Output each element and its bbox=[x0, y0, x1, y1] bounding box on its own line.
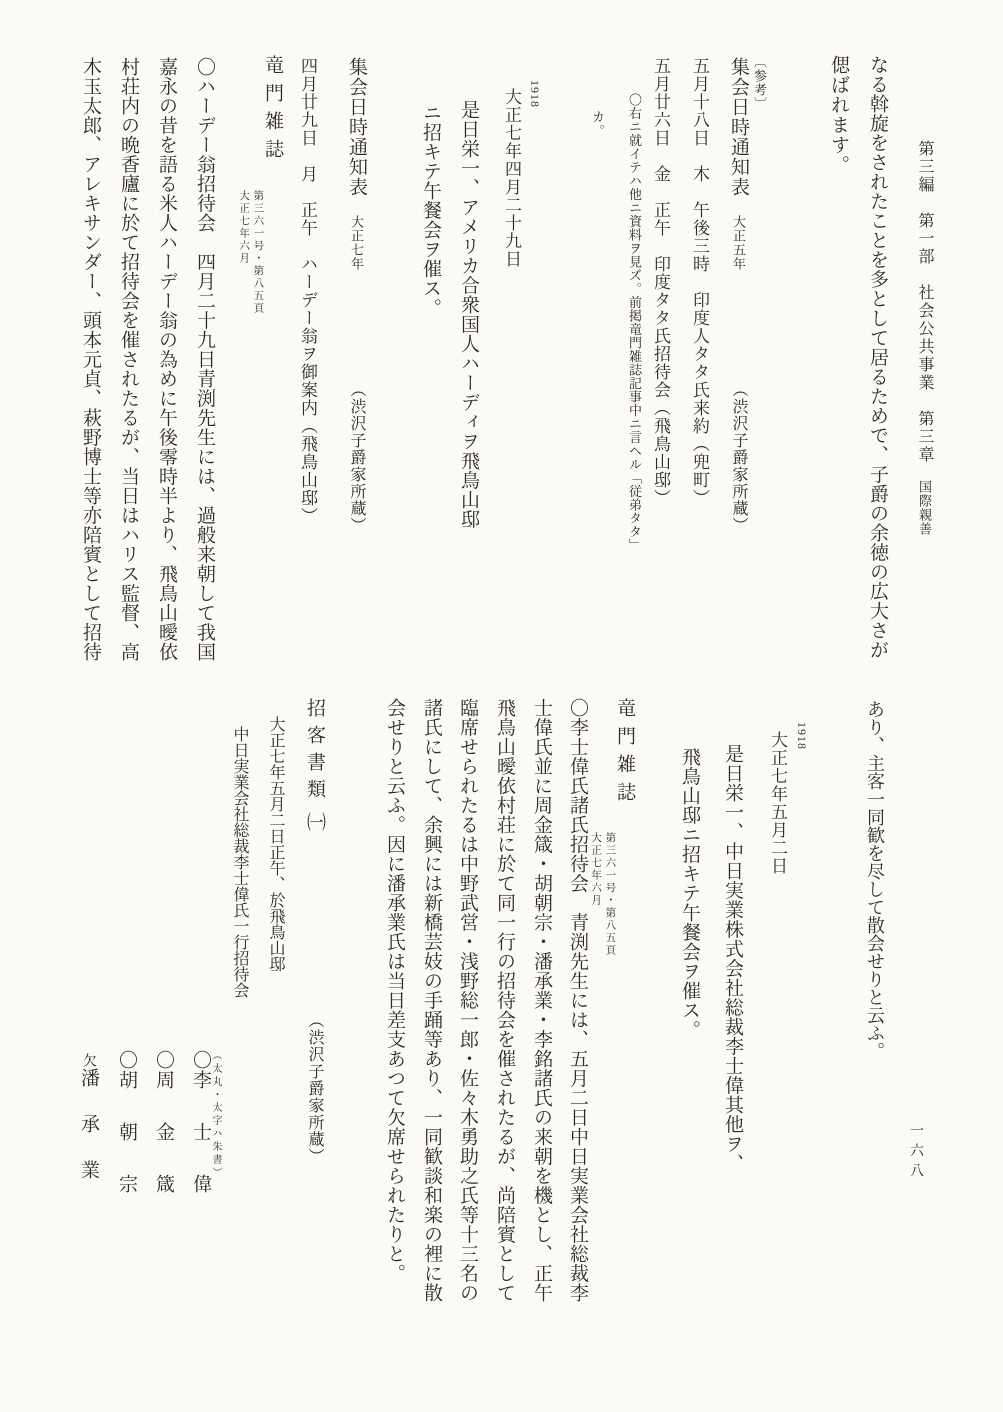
journal2-issue-date: 大正七年六月 bbox=[590, 832, 602, 907]
table1-title-column bbox=[729, 57, 748, 657]
documents-title-column bbox=[305, 698, 324, 1318]
journal2-paragraph-line: 士偉氏並に周金箴・胡朝宗・潘承業・李銘諸氏の来朝を機とし、正午 bbox=[531, 698, 552, 1303]
journal2-title: 竜門雑誌 bbox=[614, 698, 635, 810]
journal2-paragraph-line: 飛鳥山曖依村荘に於て同一行の招待会を催されたるが、尚陪賓として bbox=[494, 698, 515, 1303]
journal1-paragraph-line: 〇ハーデー翁招待会 四月二十九日青渕先生には、過般来朝して我国 bbox=[194, 57, 215, 662]
guest-entry bbox=[79, 1053, 98, 1303]
entry-april-year-western: 1918 bbox=[528, 80, 542, 108]
entry-may-body-2: 飛鳥山邸ニ招キテ午餐会ヲ催ス。 bbox=[679, 747, 700, 1040]
journal1-citation bbox=[236, 190, 264, 320]
journal2-paragraph-line: 諸氏にして、余興には新橋芸妓の手踊等あり、一同歓談和楽の裡に散 bbox=[421, 698, 442, 1303]
documents-title-number: ㈠ bbox=[304, 812, 325, 832]
guest-marker: 〇 bbox=[116, 1050, 137, 1070]
guest-name-char: 宗 bbox=[116, 1174, 137, 1194]
journal2-issue: 第三六一号・第八五頁 bbox=[604, 832, 616, 957]
guest-name-char: 業 bbox=[78, 1160, 99, 1180]
journal2-paragraph-line: 会せりと云ふ。因に潘承業氏は当日差支あつて欠席せられたりと。 bbox=[384, 698, 405, 1283]
guest-name-char: 胡 bbox=[116, 1070, 137, 1090]
entry-april-date-heading: 大正七年四月二十九日 bbox=[502, 88, 521, 268]
running-header-main: 第三編 第一部 社会公共事業 第三章 bbox=[916, 140, 933, 464]
table2-title-column bbox=[347, 57, 366, 657]
table1-row2: 五月廿六日 金 正午 印度タタ氏招待会（飛鳥山邸） bbox=[651, 57, 670, 507]
guest-marker: 欠 bbox=[81, 1053, 96, 1068]
table1-source: （渋沢子爵家所蔵） bbox=[730, 381, 747, 534]
documents-annotation: （太丸・太字ハ朱書） bbox=[210, 1050, 221, 1180]
documents-date-line: 大正七年五月二日正午、於飛鳥山邸 bbox=[267, 716, 284, 972]
table2-year: 大正七年 bbox=[349, 215, 364, 271]
entry-may-date-heading: 大正七年五月二日 bbox=[768, 731, 787, 875]
table1-year: 大正五年 bbox=[731, 215, 746, 271]
guest-marker: 〇 bbox=[190, 1050, 211, 1070]
journal1-paragraph-line: 嘉永の昔を語る米人ハーデー翁の為めに午後零時半より、飛鳥山曖依 bbox=[156, 57, 177, 662]
guest-entry bbox=[117, 1050, 136, 1300]
journal1-paragraph-line: 木玉太郎、アレキサンダー、頭本元貞、萩野博士等亦陪賓として招待 bbox=[80, 57, 101, 662]
carryover-line-2: 偲ばれます。 bbox=[828, 55, 849, 175]
table1-title: 集会日時通知表 bbox=[728, 57, 749, 197]
carryover-line-3: あり、主客一同歓を尽して散会せりと云ふ。 bbox=[865, 700, 885, 1060]
reference-label: 〔参考〕 bbox=[752, 55, 767, 111]
journal2-paragraph-line: 臨席せられたるは中野武営・浅野総一郎・佐々木勇助之氏等十三名の bbox=[457, 698, 478, 1303]
journal1-paragraph-line: 村荘内の晩香廬に於て招待会を催されたるが、当日はハリス監督、高 bbox=[118, 57, 139, 662]
guest-name-char: 箴 bbox=[153, 1174, 174, 1194]
guest-entry bbox=[191, 1050, 210, 1300]
documents-title: 招客書類 bbox=[304, 698, 325, 806]
running-header bbox=[916, 140, 932, 640]
table2-title: 集会日時通知表 bbox=[346, 57, 367, 197]
guest-name-char: 朝 bbox=[116, 1122, 137, 1142]
journal2-paragraph-line: 〇李士偉氏諸氏招待会 青渕先生には、五月二日中日実業会社総裁李 bbox=[567, 698, 588, 1303]
table1-note: 〇右ニ就イテハ他ニ資料ヲ見ズ。前掲竜門雑誌記事中ニ言ヘル「従弟タタ」 bbox=[627, 93, 642, 552]
guest-name-char: 偉 bbox=[190, 1174, 211, 1194]
journal1-title: 竜門雑誌 bbox=[262, 55, 283, 167]
entry-april-body-2: ニ招キテ午餐会ヲ催ス。 bbox=[420, 103, 441, 318]
table2-source: （渋沢子爵家所蔵） bbox=[348, 381, 365, 534]
carryover-line-1: なる斡旋をされたことを多として居るためで、子爵の余徳の広大さが bbox=[867, 55, 888, 660]
guest-entry bbox=[154, 1050, 173, 1300]
guest-marker: 〇 bbox=[153, 1050, 174, 1070]
documents-source: （渋沢子爵家所蔵） bbox=[306, 1012, 323, 1165]
journal2-citation bbox=[588, 832, 616, 962]
running-header-sub: 国際親善 bbox=[917, 480, 932, 536]
entry-may-body-1: 是日栄一、中日実業株式会社総裁李士偉其他ヲ、 bbox=[722, 744, 743, 1173]
journal1-issue: 第三六一号・第八五頁 bbox=[252, 190, 264, 315]
entry-may-year-western: 1918 bbox=[795, 722, 809, 750]
table1-row1: 五月十八日 木 午後三時 印度人タタ氏来約（兜町） bbox=[690, 57, 709, 507]
guest-name-char: 士 bbox=[190, 1122, 211, 1142]
table2-row1: 四月廿九日 月 正午 ハーデー翁ヲ御案内（飛鳥山邸） bbox=[298, 57, 317, 525]
guest-name-char: 潘 bbox=[78, 1068, 99, 1088]
journal1-issue-date: 大正七年六月 bbox=[238, 190, 250, 265]
documents-event-line: 中日実業会社総裁李士偉氏一行招待会 bbox=[231, 726, 248, 998]
guest-name-char: 金 bbox=[153, 1122, 174, 1142]
guest-name-char: 承 bbox=[78, 1114, 99, 1134]
entry-april-body-1: 是日栄一、アメリカ合衆国人ハーディヲ飛鳥山邸 bbox=[458, 100, 479, 529]
guest-name-char: 李 bbox=[190, 1070, 211, 1090]
page-number: 一六八 bbox=[908, 1123, 923, 1183]
guest-name-char: 周 bbox=[153, 1070, 174, 1090]
table1-note-cont: カ。 bbox=[590, 110, 605, 138]
